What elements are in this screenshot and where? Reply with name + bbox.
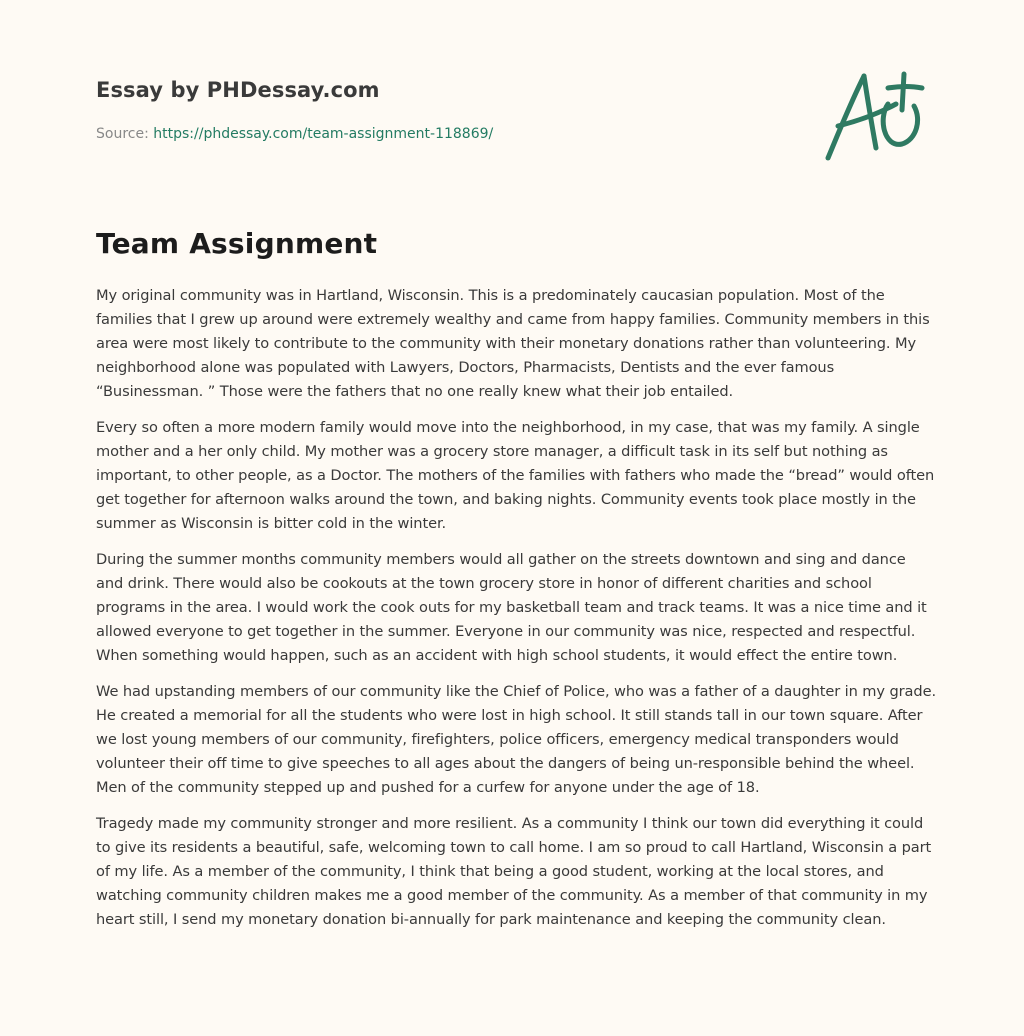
essay-body (96, 284, 936, 944)
essay-paragraph: We had upstanding members of our community like the Chief of Police, who was a father of a daughter in my grade. He created a memorial for all the students who were lost in high school. It still stands tall in our town square. After we lost young members of our community, firefighters, police officers, emergency medical transponders would volunteer their off time to give speeches to all ages about the dangers of being un-responsible behind the wheel. Men of the community stepped up and pushed for a curfew for anyone under the age of 18. (96, 683, 936, 796)
essay-paragraph: My original community was in Hartland, Wisconsin. This is a predominately caucasian population. Most of the families that I grew up around were extremely wealthy and came from happy families. Community members in this area were most likely to contribute to the community with their monetary donations rather than volunteering. My neighborhood alone was populated with Lawyers, Doctors, Pharmacists, Dentists and the ever famous “Businessman. ” Those were the fathers that no one really knew what their job entailed. (96, 287, 930, 400)
a-plus-logo-icon (818, 64, 930, 168)
source-link[interactable]: https://phdessay.com/team-assignment-118869/ (153, 126, 494, 142)
page-header (96, 74, 796, 144)
source-label: Source: (96, 126, 154, 142)
essay-paragraph: Every so often a more modern family would move into the neighborhood, in my case, that was my family. A single mother and a her only child. My mother was a grocery store manager, a difficult task in its self but nothing as important, to other people, as a Doctor. The mothers of the families with fathers who made the “bread” would often get together for afternoon walks around the town, and baking nights. Community events took place mostly in the summer as Wisconsin is bitter cold in the winter. (96, 419, 935, 532)
source-line (96, 124, 796, 144)
site-title: Essay by PHDessay.com (96, 78, 380, 102)
essay-paragraph: During the summer months community members would all gather on the streets downtown and sing and dance and drink. There would also be cookouts at the town grocery store in honor of different charities and school programs in the area. I would work the cook outs for my basketball team and track teams. It was a nice time and it allowed everyone to get together in the summer. Everyone in our community was nice, respected and respectful. When something would happen, such as an accident with high school students, it would effect the entire town. (96, 551, 927, 664)
essay-title: Team Assignment (96, 227, 378, 260)
essay-paragraph: Tragedy made my community stronger and more resilient. As a community I think our town did everything it could to give its residents a beautiful, safe, welcoming town to call home. I am so proud to call Hartland, Wisconsin a part of my life. As a member of the community, I think that being a good student, working at the local stores, and watching community children makes me a good member of the community. As a member of that community in my heart still, I send my monetary donation bi-annually for park maintenance and keeping the community clean. (96, 815, 932, 928)
